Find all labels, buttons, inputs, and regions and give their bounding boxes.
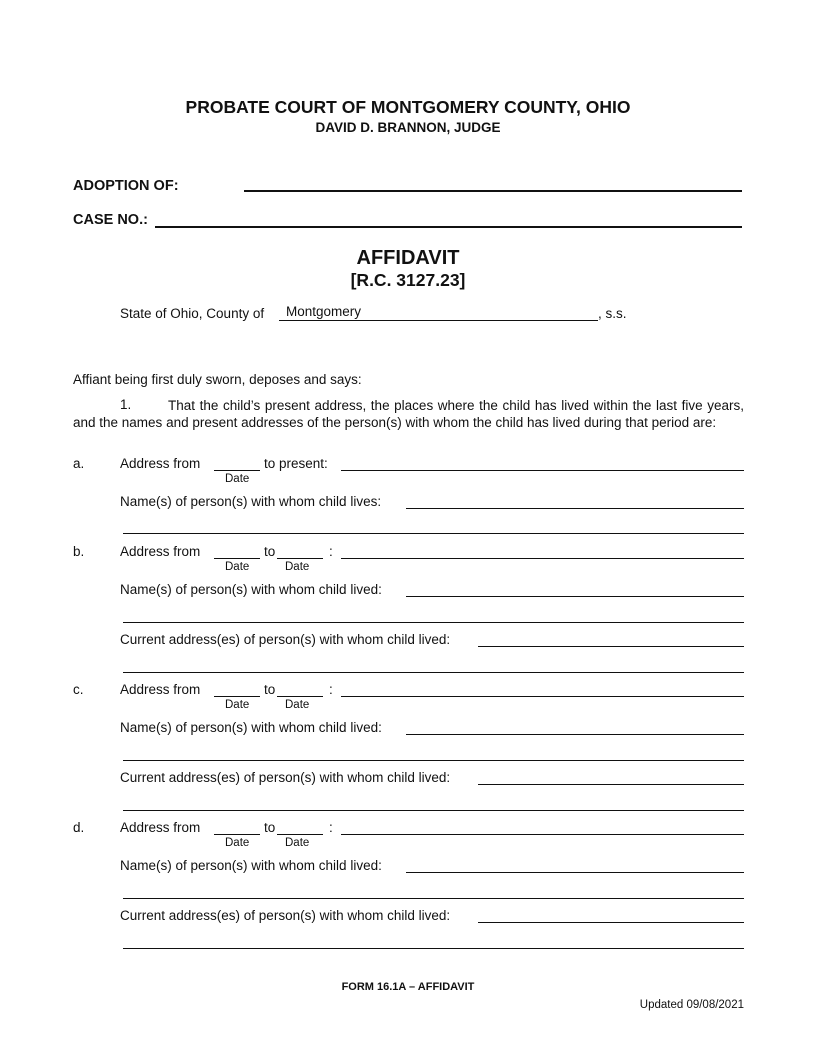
current-address-label: Current address(es) of person(s) with whom child lived: [120, 908, 451, 923]
statute-reference: [R.C. 3127.23] [350, 270, 466, 290]
names-label: Name(s) of person(s) with whom child lives: [120, 494, 382, 509]
address-from-label: Address from [120, 682, 201, 697]
section-letter: c. [73, 682, 84, 697]
to-label: to [264, 682, 276, 697]
names-label: Name(s) of person(s) with whom child lived: [120, 858, 382, 873]
from-date-field[interactable] [214, 834, 260, 835]
document-title: AFFIDAVIT [356, 247, 460, 269]
names-field-continued[interactable] [123, 760, 744, 761]
current-address-label: Current address(es) of person(s) with whom child lived: [120, 632, 451, 647]
section-letter: b. [73, 544, 85, 559]
item1-text: That the child’s present address, the places where the child has lived within the last five years, and the names and present addresses of the person(s) with whom the child has lived during that period are: [73, 398, 744, 430]
address-from-label: Address from [120, 544, 201, 559]
court-name: PROBATE COURT OF MONTGOMERY COUNTY, OHIO [185, 97, 631, 117]
from-date-field[interactable] [214, 696, 260, 697]
from-date-field[interactable] [214, 470, 260, 471]
judge-name: DAVID D. BRANNON, JUDGE [315, 120, 501, 135]
venue-suffix: , s.s. [598, 306, 627, 321]
current-address-label: Current address(es) of person(s) with whom child lived: [120, 770, 451, 785]
colon-label: : [329, 544, 333, 559]
date-caption: Date [225, 837, 250, 849]
to-date-field[interactable] [277, 696, 323, 697]
updated-date: Updated 09/08/2021 [639, 999, 744, 1011]
case-no-line [155, 226, 742, 228]
to-date-field[interactable] [277, 834, 323, 835]
address-field[interactable] [341, 558, 744, 559]
date-caption: Date [285, 837, 310, 849]
item1-number: 1. [120, 397, 132, 412]
to-present-label: to present: [264, 456, 328, 471]
address-field[interactable] [341, 834, 744, 835]
names-field-continued[interactable] [123, 533, 744, 534]
names-field[interactable] [406, 596, 744, 597]
to-date-field[interactable] [277, 558, 323, 559]
names-field-continued[interactable] [123, 898, 744, 899]
colon-label: : [329, 820, 333, 835]
current-address-field[interactable] [478, 784, 744, 785]
names-field[interactable] [406, 872, 744, 873]
adoption-of-line [244, 190, 742, 192]
names-field-continued[interactable] [123, 622, 744, 623]
address-from-label: Address from [120, 820, 201, 835]
section-letter: a. [73, 456, 85, 471]
venue-county-line [279, 320, 598, 321]
date-caption: Date [285, 699, 310, 711]
names-field[interactable] [406, 734, 744, 735]
section-letter: d. [73, 820, 85, 835]
venue-prefix: State of Ohio, County of [120, 306, 265, 321]
date-caption: Date [225, 473, 250, 485]
adoption-of-label: ADOPTION OF: [73, 178, 179, 194]
intro-text: Affiant being first duly sworn, deposes and says: [73, 372, 362, 387]
address-from-label: Address from [120, 456, 201, 471]
date-caption: Date [225, 561, 250, 573]
colon-label: : [329, 682, 333, 697]
current-address-field-continued[interactable] [123, 810, 744, 811]
current-address-field-continued[interactable] [123, 672, 744, 673]
address-field[interactable] [341, 696, 744, 697]
date-caption: Date [225, 699, 250, 711]
address-field[interactable] [341, 470, 744, 471]
date-caption: Date [285, 561, 310, 573]
names-field[interactable] [406, 508, 744, 509]
from-date-field[interactable] [214, 558, 260, 559]
venue-county[interactable]: Montgomery [286, 304, 362, 319]
case-no-label: CASE NO.: [73, 212, 148, 228]
names-label: Name(s) of person(s) with whom child lived: [120, 720, 382, 735]
current-address-field[interactable] [478, 922, 744, 923]
to-label: to [264, 820, 276, 835]
form-number: FORM 16.1A – AFFIDAVIT [341, 981, 475, 993]
current-address-field-continued[interactable] [123, 948, 744, 949]
names-label: Name(s) of person(s) with whom child lived: [120, 582, 382, 597]
current-address-field[interactable] [478, 646, 744, 647]
to-label: to [264, 544, 276, 559]
